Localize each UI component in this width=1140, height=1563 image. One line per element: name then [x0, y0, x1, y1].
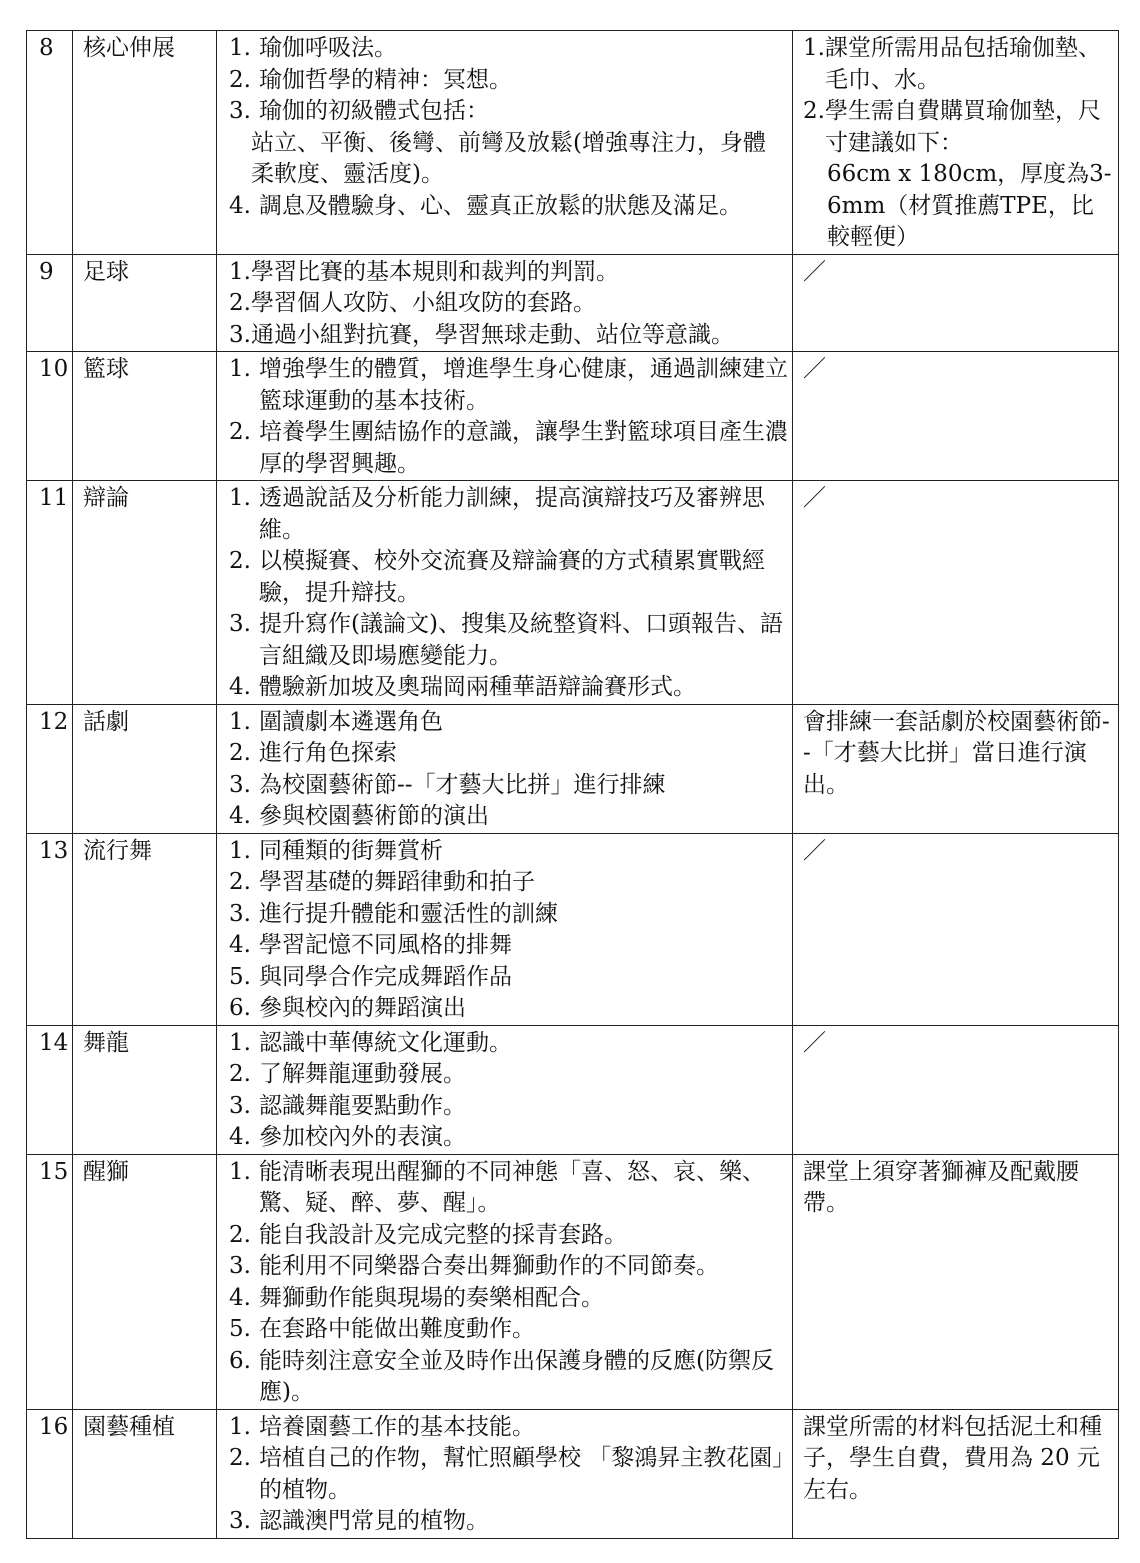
item-text: 認識中華傳統文化運動。 [259, 1029, 512, 1056]
course-note [793, 1154, 1119, 1409]
item-text: 透過說話及分析能力訓練，提高演辯技巧及審辨思維。 [259, 485, 765, 543]
list-item [229, 65, 788, 97]
list-item [229, 1220, 788, 1252]
row-number: 11 [27, 481, 73, 705]
item-number: 2. [229, 740, 251, 766]
table-row [27, 352, 1119, 481]
note-text: ／ [803, 485, 826, 511]
course-table-body [27, 31, 1119, 1539]
item-number: 2. [229, 1061, 251, 1087]
course-table [26, 30, 1119, 1539]
item-text: 培植自己的作物，幫忙照顧學校 「黎鴻昇主教花園」的植物。 [259, 1445, 784, 1503]
item-text: 與同學合作完成舞蹈作品 [259, 963, 512, 990]
table-row [27, 1025, 1119, 1154]
list-item [229, 1251, 788, 1283]
item-text: 認識澳門常見的植物。 [259, 1508, 489, 1534]
item-text: 以模擬賽、校外交流賽及辯論賽的方式積累實戰經驗，提升辯技。 [259, 548, 765, 606]
list-item [229, 1346, 788, 1409]
course-name: 醒獅 [73, 1154, 217, 1409]
course-note [793, 1409, 1119, 1538]
item-number: 1. [229, 837, 251, 864]
list-item [229, 354, 788, 417]
item-text: 在套路中能做出難度動作。 [259, 1316, 535, 1342]
list-item [229, 1091, 788, 1123]
item-number: 4. [229, 1284, 251, 1311]
list-item [229, 1412, 788, 1444]
item-number: 4. [229, 1124, 251, 1150]
item-text: 能時刻注意安全並及時作出保護身體的反應(防禦反應)。 [259, 1347, 774, 1405]
item-text: 瑜伽呼吸法。 [259, 35, 397, 61]
item-number: 3. [229, 1253, 251, 1279]
course-note [793, 833, 1119, 1025]
item-text: 進行角色探索 [259, 740, 397, 766]
item-number: 6. [229, 995, 251, 1021]
note-text: 課堂所需用品包括瑜伽墊、毛巾、水。 [824, 35, 1101, 93]
note-text: 會排練一套話劇於校園藝術節--「才藝大比拼」當日進行演出。 [803, 708, 1110, 798]
list-item [229, 257, 788, 289]
item-text: 瑜伽哲學的精神：冥想。 [259, 66, 512, 93]
item-text: 體驗新加坡及奧瑞岡兩種華語辯論賽形式。 [259, 674, 696, 700]
list-item [229, 801, 788, 833]
table-row [27, 254, 1119, 352]
item-text: 通過小組對抗賽，學習無球走動、站位等意識。 [250, 321, 734, 348]
course-content [217, 254, 793, 352]
course-name: 核心伸展 [73, 31, 217, 255]
course-content [217, 833, 793, 1025]
item-number: 3. [229, 611, 251, 637]
list-item [229, 1506, 788, 1538]
item-number: 4. [229, 803, 251, 829]
item-text: 了解舞龍運動發展。 [259, 1061, 466, 1087]
course-content [217, 481, 793, 705]
list-item [229, 770, 788, 802]
list-item [229, 546, 788, 609]
item-number: 1. [229, 35, 251, 61]
list-item [229, 1028, 788, 1060]
item-number: 3. [229, 900, 251, 927]
item-text: 培養園藝工作的基本技能。 [259, 1413, 535, 1440]
course-note [793, 254, 1119, 352]
item-number: 1. [229, 258, 251, 285]
list-item [229, 1443, 788, 1506]
note-text: 課堂所需的材料包括泥土和種子，學生自費，費用為 20 元左右。 [803, 1413, 1102, 1503]
note-item [803, 96, 1114, 159]
item-text: 同種類的街舞賞析 [259, 837, 443, 864]
list-item [229, 672, 788, 704]
list-item [229, 1059, 788, 1091]
row-number: 16 [27, 1409, 73, 1538]
item-number: 3. [229, 98, 251, 124]
item-text: 增強學生的體質，增進學生身心健康，通過訓練建立籃球運動的基本技術。 [259, 356, 788, 414]
item-number: 1. [229, 1158, 251, 1185]
item-text: 培養學生團結協作的意識，讓學生對籃球項目產生濃厚的學習興趣。 [259, 419, 788, 477]
item-text: 為校園藝術節--「才藝大比拼」進行排練 [259, 771, 666, 798]
item-text: 參與校內的舞蹈演出 [259, 995, 466, 1021]
list-item [229, 1283, 788, 1315]
course-note [793, 481, 1119, 705]
item-text: 能利用不同樂器合奏出舞獅動作的不同節奏。 [259, 1253, 719, 1279]
item-number: 6. [229, 1347, 251, 1374]
list-item [229, 609, 788, 672]
item-number: 3. [229, 1508, 251, 1534]
note-text: ／ [803, 837, 826, 864]
item-text: 瑜伽的初級體式包括： [259, 98, 489, 124]
list-item [229, 1314, 788, 1346]
row-number: 13 [27, 833, 73, 1025]
list-item [229, 417, 788, 480]
item-number: 1. [229, 485, 251, 511]
item-number: 2. [229, 419, 251, 445]
item-text: 認識舞龍要點動作。 [259, 1092, 466, 1119]
note-text: 學生需自費購買瑜伽墊，尺寸建議如下： [824, 98, 1101, 156]
item-number: 4. [229, 932, 251, 958]
item-text: 參加校內外的表演。 [259, 1124, 466, 1150]
item-number: 5. [229, 963, 251, 990]
item-number: 4. [229, 192, 251, 219]
course-content [217, 704, 793, 833]
course-name: 足球 [73, 254, 217, 352]
list-item [229, 128, 788, 191]
item-text: 能自我設計及完成完整的採青套路。 [259, 1221, 627, 1248]
item-number: 4. [229, 674, 251, 700]
list-item [229, 962, 788, 994]
list-item [229, 320, 788, 352]
item-number: 3. [229, 1092, 251, 1119]
item-number: 1. [229, 708, 251, 735]
row-number: 8 [27, 31, 73, 255]
item-number: 5. [229, 1316, 251, 1342]
table-row [27, 1409, 1119, 1538]
note-text: 課堂上須穿著獅褲及配戴腰帶。 [803, 1158, 1079, 1216]
table-row [27, 1154, 1119, 1409]
table-row [27, 481, 1119, 705]
item-text: 能清晰表現出醒獅的不同神態「喜、怒、哀、樂、驚、疑、醉、夢、醒」。 [259, 1158, 765, 1216]
note-item [803, 33, 1114, 96]
item-text: 調息及體驗身、心、靈真正放鬆的狀態及滿足。 [259, 192, 742, 219]
item-number: 2. [229, 869, 251, 895]
item-number: 2. [229, 1221, 251, 1248]
item-number: 2. [229, 66, 251, 93]
course-content [217, 1154, 793, 1409]
table-row [27, 704, 1119, 833]
list-item [229, 899, 788, 931]
item-text: 進行提升體能和靈活性的訓練 [259, 900, 558, 927]
row-number: 9 [27, 254, 73, 352]
note-text: 66cm x 180cm，厚度為3-6mm（材質推薦TPE，比較輕便） [827, 161, 1112, 250]
course-name: 辯論 [73, 481, 217, 705]
row-number: 15 [27, 1154, 73, 1409]
list-item [229, 1157, 788, 1220]
item-text: 學習記憶不同風格的排舞 [259, 932, 512, 958]
course-name: 話劇 [73, 704, 217, 833]
item-text: 站立、平衡、後彎、前彎及放鬆(增強專注力，身體柔軟度、靈活度)。 [251, 129, 766, 187]
course-note [793, 1025, 1119, 1154]
course-name: 舞龍 [73, 1025, 217, 1154]
list-item [229, 867, 788, 899]
note-text: ／ [803, 1029, 826, 1056]
item-text: 提升寫作(議論文)、搜集及統整資料、口頭報告、語言組織及即場應變能力。 [259, 611, 783, 669]
row-number: 12 [27, 704, 73, 833]
note-number: 2. [803, 98, 825, 124]
item-text: 學習比賽的基本規則和裁判的判罰。 [250, 258, 619, 285]
item-number: 3. [229, 771, 251, 798]
item-number: 2. [229, 290, 251, 316]
row-number: 10 [27, 352, 73, 481]
course-content [217, 31, 793, 255]
table-row [27, 31, 1119, 255]
note-text: ／ [803, 258, 826, 285]
row-number: 14 [27, 1025, 73, 1154]
list-item [229, 191, 788, 223]
note-number: 1. [803, 35, 825, 61]
item-text: 學習基礎的舞蹈律動和拍子 [259, 869, 535, 895]
item-text: 參與校園藝術節的演出 [259, 803, 489, 829]
item-text: 學習個人攻防、小組攻防的套路。 [250, 290, 596, 316]
course-name: 流行舞 [73, 833, 217, 1025]
course-content [217, 1409, 793, 1538]
table-row [27, 833, 1119, 1025]
list-item [229, 288, 788, 320]
list-item [229, 707, 788, 739]
list-item [229, 930, 788, 962]
item-text: 舞獅動作能與現場的奏樂相配合。 [259, 1284, 604, 1311]
course-name: 籃球 [73, 352, 217, 481]
course-note [793, 31, 1119, 255]
item-number: 2. [229, 1445, 251, 1471]
item-number: 1. [229, 1029, 251, 1056]
list-item [229, 483, 788, 546]
course-content [217, 352, 793, 481]
list-item [229, 993, 788, 1025]
list-item [229, 836, 788, 868]
course-name: 園藝種植 [73, 1409, 217, 1538]
list-item [229, 1122, 788, 1154]
item-text: 圍讀劇本遴選角色 [259, 708, 443, 735]
note-text: ／ [803, 356, 826, 382]
course-note [793, 704, 1119, 833]
list-item [229, 33, 788, 65]
list-item [229, 738, 788, 770]
note-item [803, 159, 1114, 254]
list-item [229, 96, 788, 128]
item-number: 3. [229, 321, 251, 348]
item-number: 1. [229, 1413, 251, 1440]
course-note [793, 352, 1119, 481]
item-number: 2. [229, 548, 251, 574]
course-content [217, 1025, 793, 1154]
item-number: 1. [229, 356, 251, 382]
